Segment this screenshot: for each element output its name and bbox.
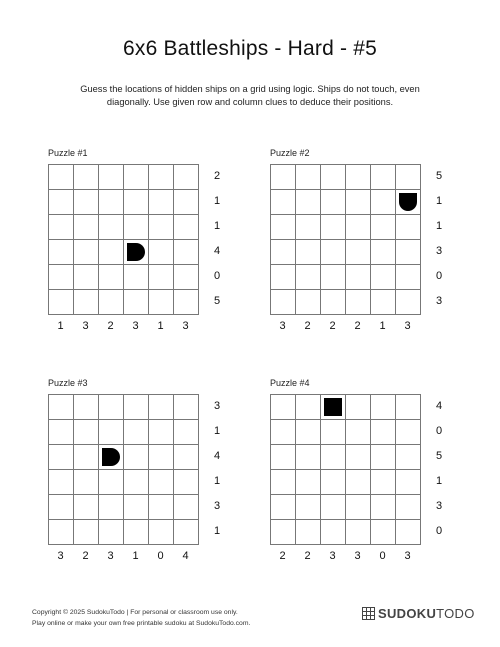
grid-cell[interactable] <box>371 265 396 290</box>
row-clue: 3 <box>435 500 443 512</box>
grid-cell[interactable] <box>74 495 99 520</box>
grid-cell[interactable] <box>271 520 296 545</box>
column-clue: 2 <box>329 320 336 332</box>
row-clue: 1 <box>435 475 443 487</box>
row-clue: 4 <box>213 450 221 462</box>
grid-cell[interactable] <box>174 240 199 265</box>
grid-cell[interactable] <box>49 395 74 420</box>
grid-cell[interactable] <box>124 190 149 215</box>
grid-cell[interactable] <box>271 265 296 290</box>
grid-cell[interactable] <box>371 495 396 520</box>
grid-cell[interactable] <box>124 240 149 265</box>
grid-cell[interactable] <box>396 265 421 290</box>
grid-cell[interactable] <box>271 395 296 420</box>
puzzle-4 <box>270 378 480 562</box>
row-clue: 5 <box>213 295 221 307</box>
grid-cell[interactable] <box>99 470 124 495</box>
puzzle-1 <box>48 148 258 332</box>
column-clue: 3 <box>354 550 361 562</box>
grid-cell[interactable] <box>124 165 149 190</box>
ship-segment-end-down <box>399 193 417 211</box>
grid-cell[interactable] <box>321 265 346 290</box>
grid-cell[interactable] <box>321 395 346 420</box>
row-clue: 1 <box>213 425 221 437</box>
grid-cell[interactable] <box>321 290 346 315</box>
grid-cell[interactable] <box>99 395 124 420</box>
grid-cell[interactable] <box>346 470 371 495</box>
instructions-text: Guess the locations of hidden ships on a grid using logic. Ships do not touch, even diagonally. Use given row and column clues to deduce their positions. <box>80 84 420 107</box>
column-clue: 1 <box>132 550 139 562</box>
grid-cell[interactable] <box>49 215 74 240</box>
grid-cell[interactable] <box>149 190 174 215</box>
grid-cell[interactable] <box>321 520 346 545</box>
grid-cell[interactable] <box>49 495 74 520</box>
grid-cell[interactable] <box>74 190 99 215</box>
grid-cell[interactable] <box>371 165 396 190</box>
logo-text-light: TODO <box>436 605 475 621</box>
grid-cell[interactable] <box>321 495 346 520</box>
footer-link-text: Play online or make your own free printable sudoku at SudokuTodo.com. <box>32 620 251 627</box>
grid-cell[interactable] <box>396 470 421 495</box>
grid-cell[interactable] <box>321 240 346 265</box>
grid-cell[interactable] <box>174 215 199 240</box>
grid-cell[interactable] <box>371 190 396 215</box>
grid-cell[interactable] <box>296 215 321 240</box>
grid-cell[interactable] <box>271 420 296 445</box>
column-clue: 3 <box>82 320 89 332</box>
grid-cell[interactable] <box>346 215 371 240</box>
column-clue: 2 <box>304 320 311 332</box>
grid-cell[interactable] <box>371 240 396 265</box>
grid-cell[interactable] <box>74 520 99 545</box>
grid-cell[interactable] <box>99 520 124 545</box>
column-clue: 3 <box>279 320 286 332</box>
grid-cell[interactable] <box>149 240 174 265</box>
grid-cell[interactable] <box>321 445 346 470</box>
grid-cell[interactable] <box>74 165 99 190</box>
ship-segment-middle <box>324 398 342 416</box>
grid-cell[interactable] <box>49 520 74 545</box>
puzzle-grid <box>48 164 199 315</box>
grid-cell[interactable] <box>346 265 371 290</box>
grid-cell[interactable] <box>149 290 174 315</box>
row-clue: 3 <box>435 295 443 307</box>
row-clue: 0 <box>435 525 443 537</box>
column-clue: 1 <box>57 320 64 332</box>
grid-cell[interactable] <box>124 445 149 470</box>
row-clues <box>208 394 226 544</box>
grid-cell[interactable] <box>346 190 371 215</box>
grid-cell[interactable] <box>271 445 296 470</box>
grid-cell[interactable] <box>174 495 199 520</box>
grid-cell[interactable] <box>321 470 346 495</box>
grid-cell[interactable] <box>396 240 421 265</box>
puzzle-label: Puzzle #1 <box>48 148 88 158</box>
grid-cell[interactable] <box>149 395 174 420</box>
column-clue: 3 <box>107 550 114 562</box>
grid-cell[interactable] <box>371 520 396 545</box>
copyright-text: Copyright © 2025 SudokuTodo | For personal or classroom use only. <box>32 609 238 616</box>
grid-cell[interactable] <box>271 215 296 240</box>
column-clues <box>270 550 420 562</box>
grid-cell[interactable] <box>149 265 174 290</box>
grid-cell[interactable] <box>396 215 421 240</box>
grid-cell[interactable] <box>49 445 74 470</box>
row-clue: 5 <box>435 170 443 182</box>
grid-cell[interactable] <box>321 165 346 190</box>
grid-cell[interactable] <box>396 495 421 520</box>
row-clue: 1 <box>213 475 221 487</box>
row-clue: 3 <box>213 400 221 412</box>
grid-cell[interactable] <box>174 395 199 420</box>
grid-cell[interactable] <box>296 520 321 545</box>
column-clues <box>48 550 198 562</box>
grid-cell[interactable] <box>346 165 371 190</box>
column-clue: 2 <box>354 320 361 332</box>
grid-cell[interactable] <box>49 165 74 190</box>
grid-cell[interactable] <box>99 420 124 445</box>
footer <box>32 607 250 629</box>
grid-cell[interactable] <box>174 265 199 290</box>
column-clue: 2 <box>304 550 311 562</box>
grid-cell[interactable] <box>49 470 74 495</box>
grid-cell[interactable] <box>271 240 296 265</box>
grid-cell[interactable] <box>296 470 321 495</box>
puzzle-grid <box>48 394 199 545</box>
puzzle-3 <box>48 378 258 562</box>
grid-cell[interactable] <box>174 290 199 315</box>
grid-cell[interactable] <box>99 190 124 215</box>
column-clue: 1 <box>157 320 164 332</box>
grid-cell[interactable] <box>346 420 371 445</box>
column-clue: 3 <box>182 320 189 332</box>
grid-cell[interactable] <box>396 420 421 445</box>
logo-wordmark <box>378 606 475 621</box>
grid-cell[interactable] <box>149 165 174 190</box>
grid-cell[interactable] <box>371 420 396 445</box>
grid-cell[interactable] <box>99 495 124 520</box>
puzzle-grid <box>270 164 421 315</box>
column-clue: 2 <box>279 550 286 562</box>
grid-cell[interactable] <box>271 495 296 520</box>
grid-cell[interactable] <box>124 470 149 495</box>
grid-cell[interactable] <box>371 470 396 495</box>
grid-cell[interactable] <box>99 265 124 290</box>
grid-cell[interactable] <box>271 190 296 215</box>
grid-cell[interactable] <box>174 165 199 190</box>
grid-cell[interactable] <box>396 520 421 545</box>
grid-cell[interactable] <box>99 290 124 315</box>
ship-segment-end-right <box>127 243 145 261</box>
grid-cell[interactable] <box>296 190 321 215</box>
column-clue: 3 <box>57 550 64 562</box>
grid-cell[interactable] <box>271 470 296 495</box>
row-clue: 4 <box>435 400 443 412</box>
grid-cell[interactable] <box>149 420 174 445</box>
row-clue: 0 <box>435 270 443 282</box>
grid-cell[interactable] <box>124 420 149 445</box>
grid-cell[interactable] <box>396 190 421 215</box>
grid-cell[interactable] <box>99 165 124 190</box>
grid-cell[interactable] <box>296 445 321 470</box>
row-clue: 2 <box>213 170 221 182</box>
row-clue: 1 <box>435 195 443 207</box>
grid-cell[interactable] <box>124 215 149 240</box>
grid-cell[interactable] <box>124 495 149 520</box>
row-clue: 3 <box>435 245 443 257</box>
grid-cell[interactable] <box>346 495 371 520</box>
grid-cell[interactable] <box>149 470 174 495</box>
grid-cell[interactable] <box>396 445 421 470</box>
grid-cell[interactable] <box>296 420 321 445</box>
column-clue: 3 <box>329 550 336 562</box>
grid-cell[interactable] <box>296 265 321 290</box>
row-clue: 1 <box>435 220 443 232</box>
column-clues <box>48 320 198 332</box>
grid-cell[interactable] <box>74 470 99 495</box>
column-clue: 1 <box>379 320 386 332</box>
column-clue: 0 <box>157 550 164 562</box>
grid-cell[interactable] <box>396 395 421 420</box>
grid-cell[interactable] <box>371 290 396 315</box>
grid-cell[interactable] <box>296 395 321 420</box>
row-clue: 0 <box>213 270 221 282</box>
row-clues <box>430 394 448 544</box>
grid-logo-icon <box>362 607 375 620</box>
grid-cell[interactable] <box>174 520 199 545</box>
grid-cell[interactable] <box>396 165 421 190</box>
column-clue: 4 <box>182 550 189 562</box>
row-clue: 1 <box>213 525 221 537</box>
grid-cell[interactable] <box>371 215 396 240</box>
ship-segment-end-right <box>102 448 120 466</box>
row-clue: 0 <box>435 425 443 437</box>
grid-cell[interactable] <box>346 445 371 470</box>
grid-cell[interactable] <box>74 290 99 315</box>
grid-cell[interactable] <box>346 240 371 265</box>
grid-cell[interactable] <box>321 190 346 215</box>
grid-cell[interactable] <box>174 470 199 495</box>
column-clue: 3 <box>404 550 411 562</box>
grid-cell[interactable] <box>346 520 371 545</box>
puzzle-label: Puzzle #4 <box>270 378 310 388</box>
grid-cell[interactable] <box>174 190 199 215</box>
grid-cell[interactable] <box>49 190 74 215</box>
grid-cell[interactable] <box>396 290 421 315</box>
sudokutodo-logo <box>362 605 475 621</box>
grid-cell[interactable] <box>74 395 99 420</box>
row-clue: 4 <box>213 245 221 257</box>
puzzle-label: Puzzle #3 <box>48 378 88 388</box>
grid-cell[interactable] <box>99 445 124 470</box>
puzzle-2 <box>270 148 480 332</box>
grid-cell[interactable] <box>371 445 396 470</box>
row-clue: 1 <box>213 220 221 232</box>
grid-cell[interactable] <box>49 420 74 445</box>
grid-cell[interactable] <box>174 420 199 445</box>
grid-cell[interactable] <box>124 395 149 420</box>
grid-cell[interactable] <box>149 445 174 470</box>
grid-cell[interactable] <box>296 495 321 520</box>
column-clue: 3 <box>132 320 139 332</box>
row-clue: 3 <box>213 500 221 512</box>
logo-text-bold: SUDOKU <box>378 605 437 621</box>
grid-cell[interactable] <box>346 395 371 420</box>
puzzle-label: Puzzle #2 <box>270 148 310 158</box>
grid-cell[interactable] <box>49 240 74 265</box>
grid-cell[interactable] <box>296 240 321 265</box>
grid-cell[interactable] <box>49 290 74 315</box>
grid-cell[interactable] <box>271 290 296 315</box>
grid-cell[interactable] <box>74 420 99 445</box>
grid-cell[interactable] <box>124 290 149 315</box>
grid-cell[interactable] <box>74 265 99 290</box>
column-clues <box>270 320 420 332</box>
grid-cell[interactable] <box>174 445 199 470</box>
row-clues <box>208 164 226 314</box>
grid-cell[interactable] <box>99 215 124 240</box>
grid-cell[interactable] <box>371 395 396 420</box>
column-clue: 2 <box>82 550 89 562</box>
row-clues <box>430 164 448 314</box>
grid-cell[interactable] <box>296 290 321 315</box>
grid-cell[interactable] <box>321 215 346 240</box>
column-clue: 3 <box>404 320 411 332</box>
page-title: 6x6 Battleships - Hard - #5 <box>122 37 378 60</box>
grid-cell[interactable] <box>321 420 346 445</box>
grid-cell[interactable] <box>149 520 174 545</box>
grid-cell[interactable] <box>74 215 99 240</box>
grid-cell[interactable] <box>149 215 174 240</box>
grid-cell[interactable] <box>99 240 124 265</box>
grid-cell[interactable] <box>149 495 174 520</box>
grid-cell[interactable] <box>124 265 149 290</box>
grid-cell[interactable] <box>124 520 149 545</box>
grid-cell[interactable] <box>346 290 371 315</box>
puzzle-grid <box>270 394 421 545</box>
grid-cell[interactable] <box>296 165 321 190</box>
grid-cell[interactable] <box>74 445 99 470</box>
grid-cell[interactable] <box>271 165 296 190</box>
column-clue: 0 <box>379 550 386 562</box>
grid-cell[interactable] <box>74 240 99 265</box>
grid-cell[interactable] <box>49 265 74 290</box>
column-clue: 2 <box>107 320 114 332</box>
row-clue: 1 <box>213 195 221 207</box>
row-clue: 5 <box>435 450 443 462</box>
